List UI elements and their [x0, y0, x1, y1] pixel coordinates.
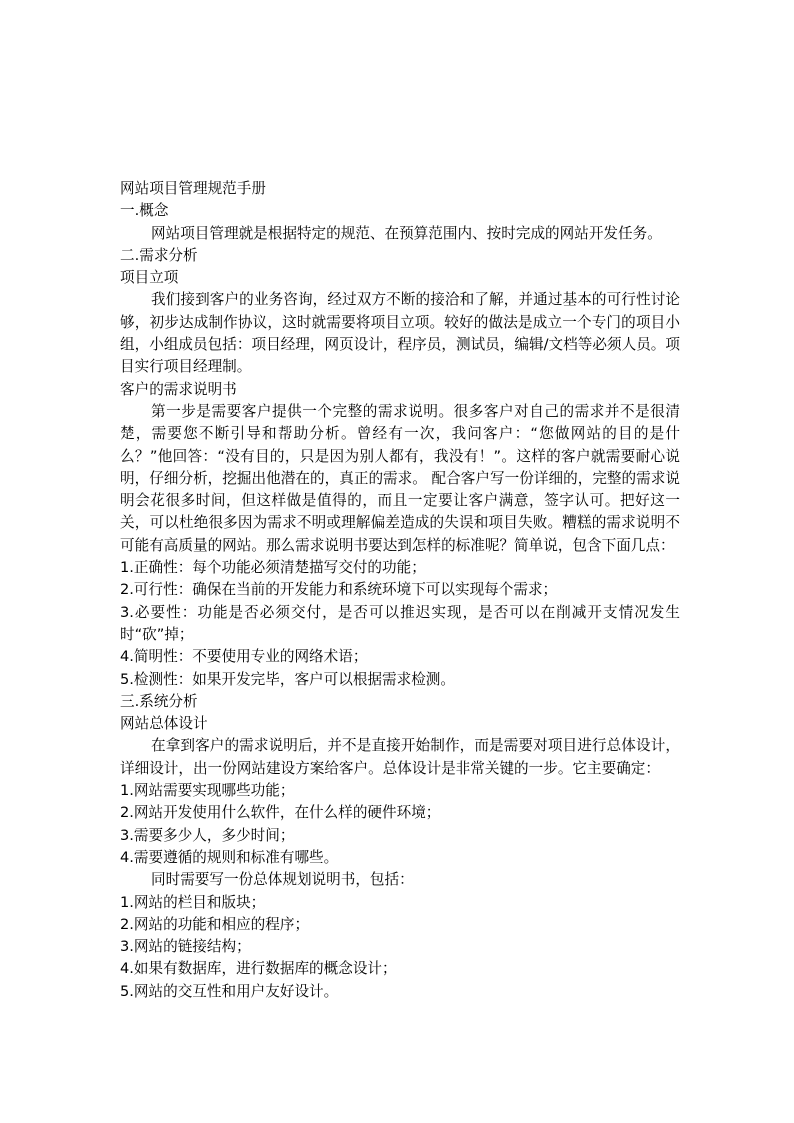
- list-item: 1.网站的栏目和版块；: [120, 893, 266, 911]
- list-item: 2.网站开发使用什么软件，在什么样的硬件环境；: [120, 804, 441, 822]
- list-item: 1.网站需要实现哪些功能；: [120, 782, 295, 800]
- list-item: 2.可行性：确保在当前的开发能力和系统环境下可以实现每个需求；: [120, 581, 558, 599]
- section-heading-system-analysis: 三.系统分析: [120, 692, 198, 710]
- list-item: 5.检测性：如果开发完毕，客户可以根据需求检测。: [120, 670, 455, 688]
- overall-plan-paragraph: 同时需要写一份总体规划说明书，包括：: [151, 871, 414, 889]
- list-item: 4.需要遵循的规则和标准有哪些。: [120, 848, 339, 866]
- subheading-overall-design: 网站总体设计: [120, 715, 208, 733]
- list-item: 1.正确性：每个功能必须清楚描写交付的功能；: [120, 559, 426, 577]
- requirements-spec-paragraph: 第一步是需要客户提供一个完整的需求说明。很多客户对自己的需求并不是很清楚，需要您不断引导和帮助分析。曾经有一次，我问客户：“您做网站的目的是什么？”他回答：“没有目的，只是因为别人都有，我没有！”。这样的客户就需要耐心说明，仔细分析，挖掘出他潜在的，真正的需求。 配合客户写一份详细的，完整的需求说明会花很多时间，但这样做是值得的，而且一定要让客户满意，签字认可。把好这一关，可以杜绝很多因为需求不明或理解偏差造成的失误和项目失败。糟糕的需求说明不可能有高质量的网站。那么需求说明书要达到怎样的标准呢？简单说，包含下面几点：: [120, 402, 680, 554]
- section-heading-concept: 一.概念: [120, 202, 169, 220]
- document-title: 网站项目管理规范手册: [120, 180, 266, 197]
- section-heading-requirements: 二.需求分析: [120, 246, 198, 264]
- list-item: 5.网站的交互性和用户友好设计。: [120, 982, 339, 1000]
- subheading-project-setup: 项目立项: [120, 269, 179, 287]
- list-item: 2.网站的功能和相应的程序；: [120, 915, 310, 933]
- document-page: [120, 178, 680, 1003]
- list-item: 3.必要性：功能是否必须交付，是否可以推迟实现，是否可以在削减开支情况发生时“砍”掉；: [120, 603, 680, 643]
- project-setup-paragraph: 我们接到客户的业务咨询，经过双方不断的接洽和了解，并通过基本的可行性讨论够，初步达成制作协议，这时就需要将项目立项。较好的做法是成立一个专门的项目小组，小组成员包括：项目经理，网页设计，程序员，测试员，编辑/文档等必须人员。项目实行项目经理制。: [120, 291, 680, 376]
- list-item: 4.如果有数据库，进行数据库的概念设计；: [120, 960, 397, 978]
- overall-design-paragraph: 在拿到客户的需求说明后，并不是直接开始制作，而是需要对项目进行总体设计，详细设计，出一份网站建设方案给客户。总体设计是非常关键的一步。它主要确定：: [120, 737, 680, 777]
- subheading-requirements-spec: 客户的需求说明书: [120, 380, 237, 398]
- list-item: 4.简明性：不要使用专业的网络术语；: [120, 648, 368, 666]
- list-item: 3.网站的链接结构；: [120, 938, 251, 956]
- list-item: 3.需要多少人，多少时间；: [120, 826, 295, 844]
- concept-paragraph: 网站项目管理就是根据特定的规范、在预算范围内、按时完成的网站开发任务。: [151, 224, 662, 242]
